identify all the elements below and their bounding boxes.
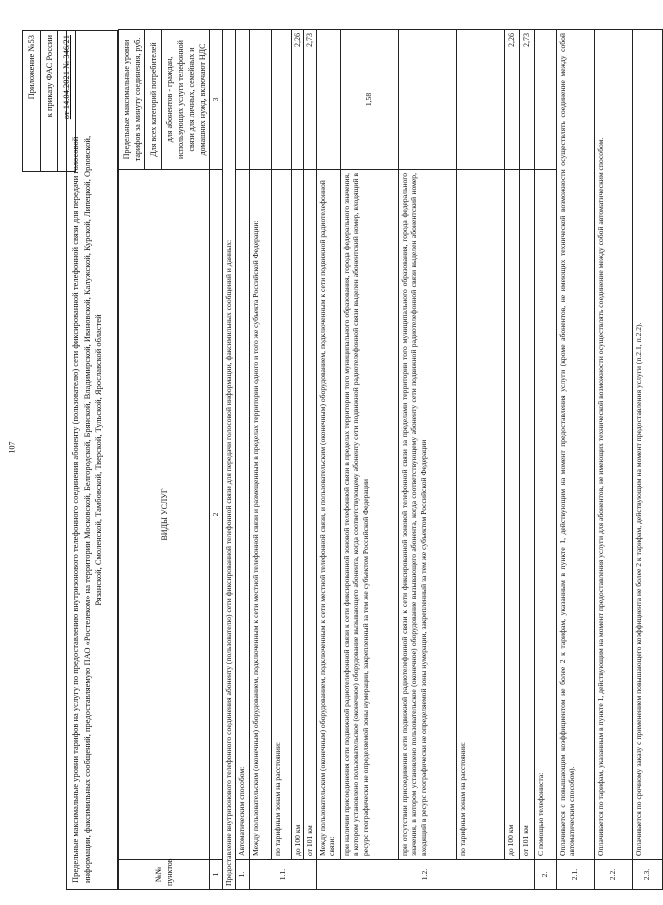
row-label: Между пользовательским (оконечным) оборудованием, подключенным к сети местной телефонной связи и размещенным в пределах территории одного и того же субъекта Российской Федерации: xyxy=(249,170,271,860)
table-row xyxy=(534,30,556,890)
table-row xyxy=(456,30,504,890)
header-col-number: №№ пунктов xyxy=(119,860,210,890)
title-line-3: Рязанской, Смоленской, Тамбовской, Тверской, Тульской, Ярославской областей xyxy=(93,314,103,606)
row-label: до 100 км xyxy=(504,170,519,860)
header-col-all-categories: Для всех категорий потребителей xyxy=(145,30,162,170)
tariff-value: 2,73 xyxy=(519,30,534,170)
row-label: Оплачивается с повышающим коэффициентом не более 2 к тарифам, указанным в пункте 1, действующим на момент предоставления услуги (кроме абонентов, не имеющих технической возможности осуществлять соединение между собой автоматическим способом). xyxy=(556,30,594,860)
table-row xyxy=(304,30,317,890)
row-number: 1.2. xyxy=(316,860,534,890)
row-label: Между пользовательским (оконечным) оборудованием, подключенным к сети местной телефонной связи, и пользовательским (оконечным) оборудованием, подключенным к сети подвижной радиотелефонной связи: xyxy=(316,170,340,860)
section-intro: Предоставление внутризонового телефонного соединения абоненту (пользователю) сети фиксированной телефонной связи для передачи голосовой информации, факсимильных сообщений и данных: xyxy=(222,30,235,890)
header-col-tariffs: Предельные максимальные уровни тарифов за минуту соединения, руб. xyxy=(119,30,145,170)
row-value xyxy=(456,30,504,170)
row-label: от 101 км xyxy=(519,170,534,860)
tariff-value: 2,26 xyxy=(291,30,304,170)
header-col-citizens: для абонентов - граждан, использующих услуги телефонной связи для личных, семейных и домашних нужд, включают НДС xyxy=(162,30,210,170)
header-col-services: ВИДЫ УСЛУГ xyxy=(119,170,210,860)
appendix-line-2: к приказу ФАС России xyxy=(41,31,59,171)
table-row xyxy=(504,30,519,890)
tariff-table xyxy=(118,29,663,890)
title-line-2: информации, факсимильных сообщений, предоставляемую ПАО «Ростелеком» на территории Московской, Белгородской, Брянской, Владимирской, Ивановской, Калужской, Курской, Липецкой, Орловской, xyxy=(81,135,92,883)
row-label: при отсутствии присоединения сети подвижной радиотелефонной связи к сети фиксированной зоновой телефонной связи за пределами территории того муниципального образования, города федерального значения, в котором установлено пользовательское (оконечное) оборудование вызывающего абонента, когда соответствующему абоненту сети подвижной радиотелефонной связи выделен абонентский номер, входящий в ресурс географически не определяемой зоны нумерации, закрепленный за тем же субъектом Российской Федерации xyxy=(398,170,456,860)
table-row xyxy=(271,30,291,890)
table-row xyxy=(291,30,304,890)
table-row xyxy=(119,30,145,890)
table-row xyxy=(210,30,223,890)
table-row xyxy=(249,30,271,890)
row-label: Оплачивается по срочному заказу с применением повышающего коэффициента не более 2 к тарифам, действующим на момент предоставления услуги (п.2.1, п.2.2). xyxy=(632,30,662,860)
row-value xyxy=(398,30,456,170)
row-label: по тарифным зонам на расстоянии: xyxy=(271,170,291,860)
tariff-value: 2,73 xyxy=(304,30,317,170)
appendix-line-3: от 14.04.2021 № 346/21 xyxy=(58,31,76,171)
tariff-value: 2,26 xyxy=(504,30,519,170)
row-value xyxy=(534,30,556,170)
row-number: 1. xyxy=(235,860,249,890)
column-number-1: 1 xyxy=(210,860,223,890)
row-label: С помощью телефониста: xyxy=(534,170,556,860)
row-label: Автоматическим способом: xyxy=(235,170,249,860)
document-title xyxy=(66,30,118,890)
row-value xyxy=(271,30,291,170)
column-number-2: 2 xyxy=(210,170,223,860)
row-number: 2.2. xyxy=(594,860,632,890)
row-label: при наличии присоединения сети подвижной радиотелефонной связи к сети фиксированной зоновой телефонной связи в пределах территории того муниципального образования, города федерального значения, в котором установлено пользовательское (оконечное) оборудование вызывающего абонента, когда соответствующему абоненту сети подвижной радиотелефонной связи выделен абонентский номер, входящий в ресурс географически не определяемой зоны нумерации, закрепленный за тем же субъектом Российской Федерации xyxy=(340,170,398,860)
row-label: от 101 км xyxy=(304,170,317,860)
column-number-3: 3 xyxy=(210,30,223,170)
appendix-line-1: Приложение №53 xyxy=(23,31,41,171)
row-number: 2. xyxy=(534,860,556,890)
table-row xyxy=(398,30,456,890)
row-value xyxy=(249,30,271,170)
row-value xyxy=(235,30,249,170)
row-label: Оплачивается по тарифам, указанным в пункте 1, действующим на момент предоставления услуги для абонентов, не имеющих технической возможности осуществлять соединение между собой автоматическим способом. xyxy=(594,30,632,860)
table-row xyxy=(556,30,594,890)
table-row xyxy=(222,30,235,890)
row-number: 1.1. xyxy=(249,860,316,890)
table-row xyxy=(519,30,534,890)
table-row xyxy=(235,30,249,890)
row-number: 2.3. xyxy=(632,860,662,890)
row-label: до 100 км xyxy=(291,170,304,860)
page-number: 107 xyxy=(7,441,17,454)
table-row xyxy=(316,30,340,890)
table-row xyxy=(632,30,662,890)
title-line-1: Предельные максимальные уровни тарифов на услугу по предоставлению внутризонового телефонного соединения абоненту (пользователю) сети фиксированной телефонной связи для передачи голосовой xyxy=(70,136,80,883)
rotated-document xyxy=(22,30,652,890)
row-value xyxy=(316,30,340,170)
row-label: по тарифным зонам на расстоянии: xyxy=(456,170,504,860)
table-row xyxy=(594,30,632,890)
row-number: 2.1. xyxy=(556,860,594,890)
table-row xyxy=(340,30,398,890)
tariff-value: 1,58 xyxy=(340,30,398,170)
